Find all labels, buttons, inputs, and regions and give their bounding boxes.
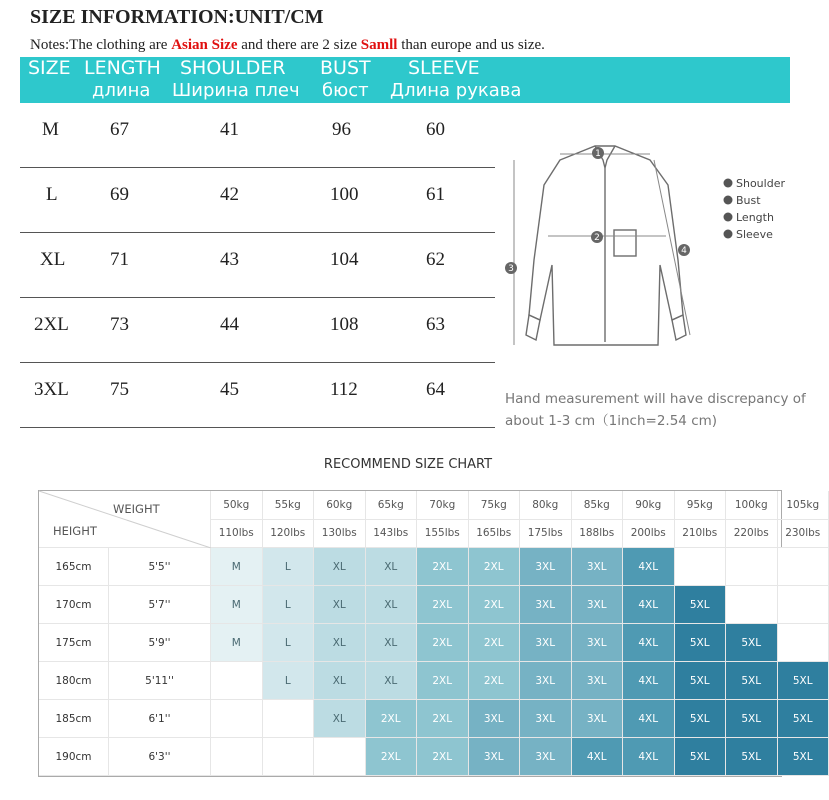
size-table-header xyxy=(20,57,790,103)
size-row xyxy=(20,168,495,233)
size-cell: 5XL xyxy=(726,662,778,700)
weight-kg-header: 75kg xyxy=(469,491,521,520)
legend-sleeve: Sleeve xyxy=(736,228,773,241)
bust-cell: 100 xyxy=(330,184,359,205)
shirt-outline-icon xyxy=(529,146,683,345)
marker-label: 3 xyxy=(508,264,514,274)
height-cm-label: 190cm xyxy=(39,738,109,776)
size-cell: 2XL xyxy=(469,662,521,700)
shoulder-cell: 44 xyxy=(220,314,239,335)
size-cell: 2XL xyxy=(366,700,418,738)
size-cell: 4XL xyxy=(623,624,675,662)
size-cell xyxy=(675,548,727,586)
size-row xyxy=(20,233,495,298)
size-cell: 2XL xyxy=(366,738,418,776)
height-ft-label: 5'5'' xyxy=(109,548,211,586)
size-cell: 3XL xyxy=(34,379,69,400)
size-cell: 3XL xyxy=(572,662,624,700)
size-cell: XL xyxy=(366,624,418,662)
size-row xyxy=(20,298,495,363)
size-cell: 3XL xyxy=(469,700,521,738)
size-table xyxy=(20,103,495,428)
weight-lbs-header: 210lbs xyxy=(675,520,727,549)
weight-kg-header: 105kg xyxy=(778,491,829,520)
header-bust-ru: бюст xyxy=(322,80,369,101)
notes-text: Notes:The clothing are xyxy=(30,37,172,53)
header-length: LENGTH xyxy=(84,57,161,79)
weight-label: WEIGHT xyxy=(113,502,160,516)
size-cell: 4XL xyxy=(572,738,624,776)
notes-text: than europe and us size. xyxy=(397,37,545,53)
length-cell: 69 xyxy=(110,184,129,205)
size-cell xyxy=(778,586,829,624)
size-cell: 3XL xyxy=(520,548,572,586)
size-cell xyxy=(211,738,263,776)
size-cell: 5XL xyxy=(675,700,727,738)
height-label: HEIGHT xyxy=(53,524,97,538)
weight-lbs-header: 200lbs xyxy=(623,520,675,549)
size-cell: 3XL xyxy=(520,624,572,662)
weight-kg-header: 70kg xyxy=(417,491,469,520)
shoulder-cell: 42 xyxy=(220,184,239,205)
legend-length: Length xyxy=(736,211,774,224)
size-cell: 2XL xyxy=(417,700,469,738)
shirt-measurement-diagram xyxy=(490,130,800,380)
size-cell: 5XL xyxy=(675,662,727,700)
height-ft-label: 5'11'' xyxy=(109,662,211,700)
bust-cell: 96 xyxy=(332,119,351,140)
height-ft-label: 6'3'' xyxy=(109,738,211,776)
weight-kg-header: 100kg xyxy=(726,491,778,520)
size-cell: 3XL xyxy=(572,700,624,738)
size-cell: 3XL xyxy=(469,738,521,776)
size-cell: 3XL xyxy=(572,586,624,624)
disclaimer-line: about 1-3 cm（1inch=2.54 cm) xyxy=(505,413,718,429)
weight-lbs-header: 165lbs xyxy=(469,520,521,549)
sleeve-cell: 60 xyxy=(426,119,445,140)
size-cell: 3XL xyxy=(520,700,572,738)
size-cell: XL xyxy=(366,586,418,624)
header-length-ru: длина xyxy=(92,80,151,101)
size-cell: 5XL xyxy=(675,624,727,662)
size-cell: XL xyxy=(366,548,418,586)
size-cell: 5XL xyxy=(726,738,778,776)
weight-lbs-header: 110lbs xyxy=(211,520,263,549)
size-cell xyxy=(263,700,315,738)
size-cell xyxy=(211,662,263,700)
sleeve-cell: 62 xyxy=(426,249,445,270)
disclaimer-line: Hand measurement will have discrepancy of xyxy=(505,391,806,407)
corner-header xyxy=(39,491,211,548)
height-cm-label: 180cm xyxy=(39,662,109,700)
page-title: SIZE INFORMATION:UNIT/CM xyxy=(30,6,324,28)
length-cell: 73 xyxy=(110,314,129,335)
weight-lbs-header: 230lbs xyxy=(778,520,829,549)
height-cm-label: 170cm xyxy=(39,586,109,624)
height-ft-label: 6'1'' xyxy=(109,700,211,738)
size-cell: 2XL xyxy=(469,586,521,624)
weight-kg-header: 90kg xyxy=(623,491,675,520)
size-cell: 2XL xyxy=(417,738,469,776)
size-cell: 5XL xyxy=(778,662,829,700)
size-cell: 5XL xyxy=(726,700,778,738)
size-cell: XL xyxy=(314,662,366,700)
size-cell: 4XL xyxy=(623,738,675,776)
weight-kg-header: 50kg xyxy=(211,491,263,520)
recommend-title: RECOMMEND SIZE CHART xyxy=(323,457,493,472)
marker-label: 2 xyxy=(594,233,600,243)
header-bust: BUST xyxy=(320,57,371,79)
size-cell: M xyxy=(211,548,263,586)
size-cell xyxy=(778,624,829,662)
bust-cell: 104 xyxy=(330,249,359,270)
size-row xyxy=(20,103,495,168)
size-notes xyxy=(30,37,545,54)
size-cell: 3XL xyxy=(572,624,624,662)
legend-shoulder: Shoulder xyxy=(736,177,785,190)
size-cell xyxy=(314,738,366,776)
length-cell: 71 xyxy=(110,249,129,270)
size-cell: L xyxy=(263,548,315,586)
legend-bust: Bust xyxy=(736,194,761,207)
size-cell: L xyxy=(263,586,315,624)
size-cell: 4XL xyxy=(623,586,675,624)
weight-kg-header: 80kg xyxy=(520,491,572,520)
size-cell: 3XL xyxy=(520,662,572,700)
header-sleeve-ru: Длина рукава xyxy=(390,80,522,101)
height-cm-label: 175cm xyxy=(39,624,109,662)
length-cell: 67 xyxy=(110,119,129,140)
size-cell: 2XL xyxy=(417,624,469,662)
length-cell: 75 xyxy=(110,379,129,400)
weight-lbs-header: 188lbs xyxy=(572,520,624,549)
recommend-size-chart xyxy=(38,490,821,777)
size-cell xyxy=(726,586,778,624)
header-shoulder: SHOULDER xyxy=(180,57,286,79)
size-cell: L xyxy=(263,624,315,662)
size-cell: 2XL xyxy=(417,548,469,586)
size-cell: 3XL xyxy=(520,586,572,624)
corner-diagonal xyxy=(39,491,211,548)
height-ft-label: 5'7'' xyxy=(109,586,211,624)
size-cell: 5XL xyxy=(778,738,829,776)
weight-lbs-header: 130lbs xyxy=(314,520,366,549)
size-cell: 3XL xyxy=(572,548,624,586)
header-shoulder-ru: Ширина плеч xyxy=(172,80,300,101)
height-cm-label: 185cm xyxy=(39,700,109,738)
header-sleeve: SLEEVE xyxy=(408,57,480,79)
size-cell: 2XL xyxy=(469,548,521,586)
height-cm-label: 165cm xyxy=(39,548,109,586)
weight-lbs-header: 120lbs xyxy=(263,520,315,549)
size-cell: 2XL xyxy=(417,662,469,700)
weight-kg-header: 85kg xyxy=(572,491,624,520)
size-cell: 5XL xyxy=(675,738,727,776)
size-cell: 4XL xyxy=(623,548,675,586)
size-cell: 4XL xyxy=(623,662,675,700)
sleeve-cell: 63 xyxy=(426,314,445,335)
size-cell: L xyxy=(263,662,315,700)
size-cell: XL xyxy=(40,249,66,270)
size-cell xyxy=(778,548,829,586)
shoulder-cell: 43 xyxy=(220,249,239,270)
shoulder-cell: 41 xyxy=(220,119,239,140)
weight-kg-header: 55kg xyxy=(263,491,315,520)
size-cell: 5XL xyxy=(778,700,829,738)
notes-highlight-asian: Asian Size xyxy=(171,37,238,53)
measurement-disclaimer xyxy=(505,388,806,432)
size-cell: 2XL xyxy=(34,314,69,335)
sleeve-cell: 64 xyxy=(426,379,445,400)
weight-lbs-header: 220lbs xyxy=(726,520,778,549)
header-size: SIZE xyxy=(28,57,71,79)
weight-kg-header: 60kg xyxy=(314,491,366,520)
weight-kg-header: 65kg xyxy=(366,491,418,520)
size-cell: 5XL xyxy=(675,586,727,624)
weight-kg-header: 95kg xyxy=(675,491,727,520)
notes-text: and there are 2 size xyxy=(237,37,361,53)
size-cell: L xyxy=(46,184,58,205)
bust-cell: 112 xyxy=(330,379,358,400)
size-cell: XL xyxy=(314,624,366,662)
size-cell: 4XL xyxy=(623,700,675,738)
weight-lbs-header: 143lbs xyxy=(366,520,418,549)
size-cell: 2XL xyxy=(417,586,469,624)
size-cell: XL xyxy=(366,662,418,700)
size-cell: XL xyxy=(314,700,366,738)
marker-label: 1 xyxy=(595,149,601,159)
size-cell: M xyxy=(42,119,59,140)
height-ft-label: 5'9'' xyxy=(109,624,211,662)
size-cell: M xyxy=(211,624,263,662)
sleeve-cell: 61 xyxy=(426,184,445,205)
size-cell xyxy=(726,548,778,586)
shoulder-cell: 45 xyxy=(220,379,239,400)
notes-highlight-small: Samll xyxy=(360,37,398,53)
size-cell: XL xyxy=(314,586,366,624)
size-cell xyxy=(263,738,315,776)
size-cell: M xyxy=(211,586,263,624)
size-cell: 3XL xyxy=(520,738,572,776)
weight-lbs-header: 155lbs xyxy=(417,520,469,549)
size-cell xyxy=(211,700,263,738)
size-cell: XL xyxy=(314,548,366,586)
size-cell: 2XL xyxy=(469,624,521,662)
size-cell: 5XL xyxy=(726,624,778,662)
weight-lbs-header: 175lbs xyxy=(520,520,572,549)
size-row xyxy=(20,363,495,428)
marker-label: 4 xyxy=(681,246,687,256)
bust-cell: 108 xyxy=(330,314,359,335)
